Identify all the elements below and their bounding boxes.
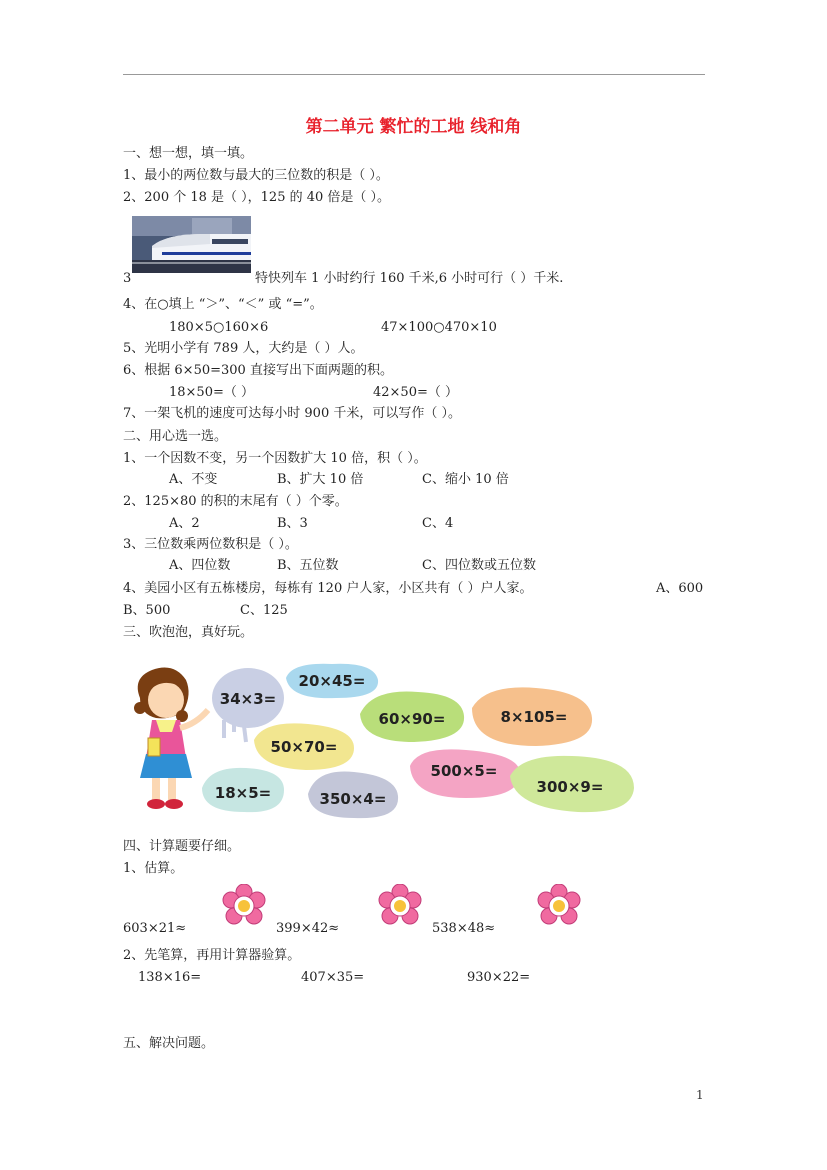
- section-4-heading: 四、计算题要仔细。: [123, 839, 241, 854]
- s1-question-3: 特快列车 1 小时约行 160 千米,6 小时可行（ ）千米.: [255, 271, 564, 286]
- calc-1: 138×16=: [138, 970, 202, 985]
- bubble-350x4: [308, 771, 398, 818]
- page-title: 第二单元 繁忙的工地 线和角: [305, 117, 522, 137]
- bubble-8x105: [472, 687, 592, 746]
- s2-q2-option-c: C、4: [422, 516, 454, 531]
- calc-2: 407×35=: [301, 970, 365, 985]
- section-1-heading: 一、想一想，填一填。: [123, 146, 254, 161]
- bubble-illustration: [122, 658, 642, 820]
- svg-text:500×5=: 500×5=: [430, 762, 498, 780]
- s2-question-4: 4、美园小区有五栋楼房，每栋有 120 户人家，小区共有（ ）户人家。: [123, 581, 533, 596]
- svg-text:20×45=: 20×45=: [298, 672, 366, 690]
- s2-question-2: 2、125×80 的积的末尾有（ ）个零。: [123, 494, 348, 509]
- s2-q4-option-a: A、600: [656, 581, 704, 596]
- s2-q4-option-c: C、125: [240, 603, 288, 618]
- s2-question-3: 3、三位数乘两位数积是（ ）。: [123, 537, 298, 552]
- s1-question-2: 2、200 个 18 是（ ），125 的 40 倍是（ ）。: [123, 190, 391, 205]
- flower-icon: [537, 884, 581, 928]
- bubble-18x5: [202, 768, 284, 812]
- s1-question-5: 5、光明小学有 789 人，大约是（ ）人。: [123, 341, 364, 356]
- bullet-train-image: [132, 216, 251, 273]
- s2-q3-option-c: C、四位数或五位数: [422, 558, 536, 573]
- svg-text:350×4=: 350×4=: [319, 790, 387, 808]
- header-rule: [123, 74, 705, 75]
- section-2-heading: 二、用心选一选。: [123, 429, 228, 444]
- section-3-heading: 三、吹泡泡，真好玩。: [123, 625, 254, 640]
- bubble-60x90: [360, 691, 464, 742]
- s4-sub-1: 1、估算。: [123, 861, 184, 876]
- s1-question-3-number: 3: [123, 271, 132, 286]
- s1-question-6b: 42×50=（ ）: [373, 385, 459, 400]
- svg-text:8×105=: 8×105=: [500, 708, 568, 726]
- girl-illustration: [134, 668, 208, 809]
- flower-icon: [222, 884, 266, 928]
- svg-text:300×9=: 300×9=: [536, 778, 604, 796]
- s1-question-6: 6、根据 6×50=300 直接写出下面两题的积。: [123, 363, 393, 378]
- s2-q4-option-b: B、500: [123, 603, 171, 618]
- s2-q3-option-b: B、五位数: [277, 558, 339, 573]
- section-5-heading: 五、解决问题。: [123, 1036, 215, 1051]
- s1-question-7: 7、一架飞机的速度可达每小时 900 千米，可以写作（ ）。: [123, 406, 461, 421]
- bubble-300x9: [510, 756, 634, 812]
- bubble-50x70: [254, 723, 354, 770]
- estimate-1: 603×21≈: [123, 921, 187, 936]
- s1-question-4: 4、在○填上 “＞”、“＜” 或 “=”。: [123, 297, 323, 312]
- s2-q1-option-b: B、扩大 10 倍: [277, 472, 364, 487]
- page-number: 1: [696, 1088, 704, 1102]
- s2-q1-option-c: C、缩小 10 倍: [422, 472, 509, 487]
- s1-question-4b: 47×100○470×10: [381, 320, 497, 335]
- estimate-2: 399×42≈: [276, 921, 340, 936]
- s1-question-4a: 180×5○160×6: [169, 320, 269, 335]
- s1-question-1: 1、最小的两位数与最大的三位数的积是（ ）。: [123, 168, 389, 183]
- svg-text:18×5=: 18×5=: [214, 784, 272, 802]
- s1-question-6a: 18×50=（ ）: [169, 385, 255, 400]
- s2-question-1: 1、一个因数不变，另一个因数扩大 10 倍，积（ ）。: [123, 451, 427, 466]
- svg-text:34×3=: 34×3=: [219, 690, 277, 708]
- s2-q2-option-a: A、2: [169, 516, 200, 531]
- s2-q3-option-a: A、四位数: [169, 558, 231, 573]
- calc-3: 930×22=: [467, 970, 531, 985]
- bubble-20x45: [286, 664, 378, 698]
- estimate-3: 538×48≈: [432, 921, 496, 936]
- s4-sub-2: 2、先笔算，再用计算器验算。: [123, 948, 301, 963]
- s2-q2-option-b: B、3: [277, 516, 308, 531]
- flower-icon: [378, 884, 422, 928]
- svg-text:60×90=: 60×90=: [378, 710, 446, 728]
- bubble-500x5: [410, 749, 520, 798]
- s2-q1-option-a: A、不变: [169, 472, 218, 487]
- svg-text:50×70=: 50×70=: [270, 738, 338, 756]
